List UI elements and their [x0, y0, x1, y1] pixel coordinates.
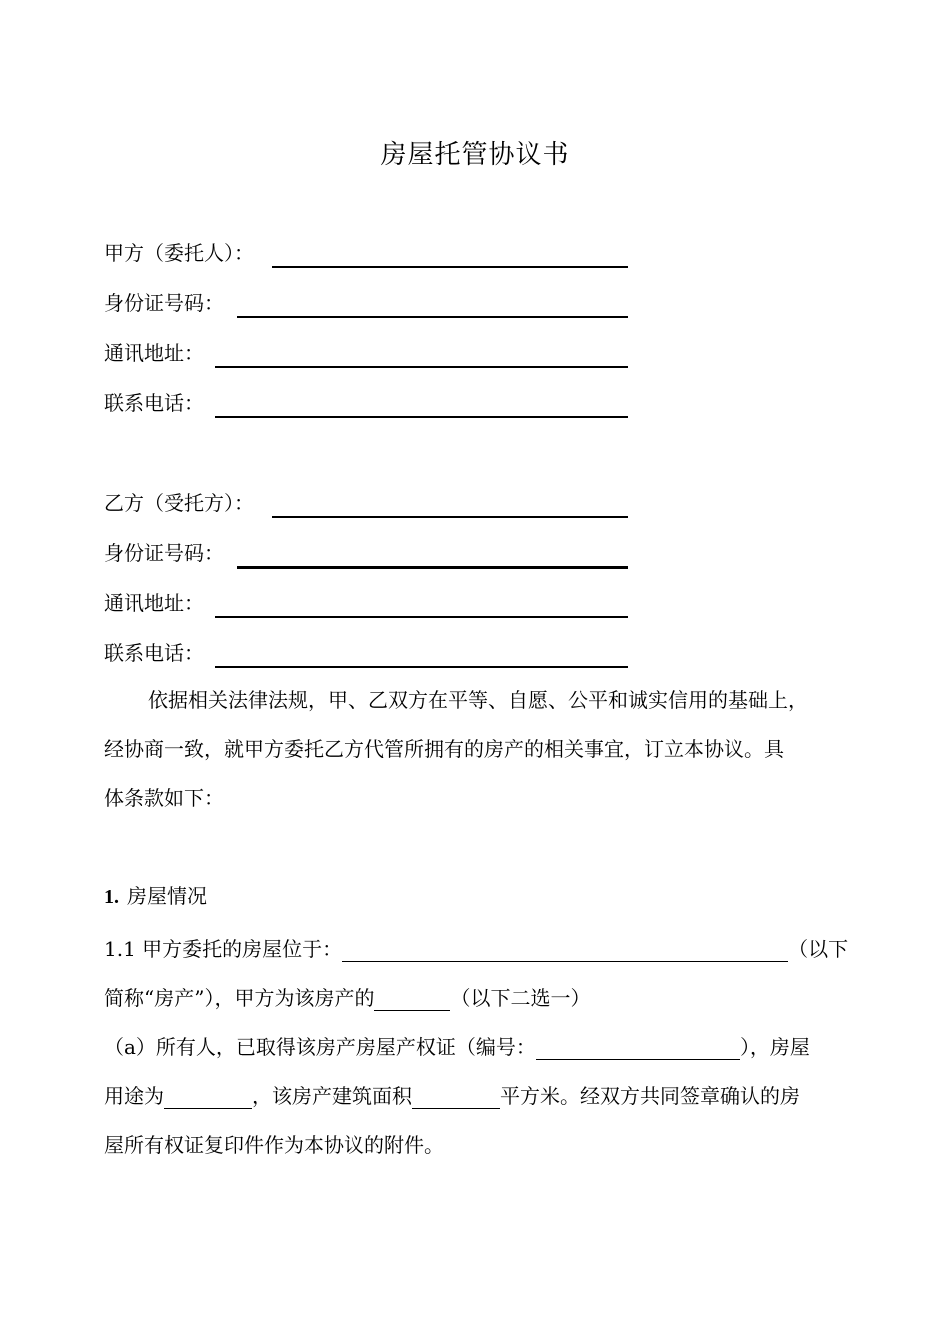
clause-a-line2-part1: 用途为: [104, 1084, 164, 1108]
intro-paragraph: [104, 676, 864, 823]
party-a-phone-label: 联系电话：: [104, 391, 204, 415]
party-b-address-field[interactable]: [104, 588, 634, 624]
clause-1-1: [104, 925, 864, 1170]
party-a-phone-field[interactable]: [104, 388, 634, 424]
clause-a-line2-part2: ，该房产建筑面积: [252, 1084, 412, 1108]
clause-a-suffix: ），房屋: [739, 1035, 810, 1059]
intro-line-1: 依据相关法律法规，甲、乙双方在平等、自愿、公平和诚实信用的基础上，: [148, 688, 808, 712]
party-a-id-field[interactable]: [104, 288, 634, 324]
clause-a-line-1: [104, 1023, 864, 1072]
party-a-address-field[interactable]: [104, 338, 634, 374]
party-a-name-blank[interactable]: [272, 266, 628, 268]
party-b-name-blank[interactable]: [272, 516, 628, 518]
owner-status-blank[interactable]: [374, 984, 450, 1011]
party-b-phone-blank[interactable]: [215, 666, 628, 668]
party-b-phone-label: 联系电话：: [104, 641, 204, 665]
floor-area-blank[interactable]: [412, 1082, 500, 1109]
party-a-address-blank[interactable]: [215, 366, 628, 368]
party-a-id-label: 身份证号码：: [104, 291, 224, 315]
property-use-blank[interactable]: [164, 1082, 252, 1109]
document-title: 房屋托管协议书: [380, 140, 570, 170]
party-a-name-field[interactable]: [104, 238, 634, 274]
party-b-phone-field[interactable]: [104, 638, 634, 674]
party-b-id-field[interactable]: [104, 538, 634, 574]
clause-1-1-prefix: 1.1 甲方委托的房屋位于：: [104, 937, 343, 961]
party-b-address-blank[interactable]: [215, 616, 628, 618]
party-a-name-label: 甲方（委托人）：: [104, 241, 254, 265]
party-b-name-field[interactable]: [104, 488, 634, 524]
clause-a-prefix: （a）所有人，已取得该房产房屋产权证（编号：: [104, 1035, 536, 1059]
party-b-name-label: 乙方（受托方）：: [104, 491, 254, 515]
party-a-address-label: 通讯地址：: [104, 341, 204, 365]
clause-1-1-line2-suffix: （以下二选一）: [450, 986, 591, 1010]
intro-line-2: 经协商一致，就甲方委托乙方代管所拥有的房产的相关事宜，订立本协议。具: [104, 737, 784, 761]
property-location-blank[interactable]: [342, 935, 788, 962]
party-a-phone-blank[interactable]: [215, 416, 628, 418]
clause-a-line-2: [104, 1072, 864, 1121]
title-certificate-number-blank[interactable]: [536, 1033, 740, 1060]
clause-1-1-line-2: [104, 974, 864, 1023]
party-a-id-blank[interactable]: [237, 316, 628, 318]
clause-a-line2-part3: 平方米。经双方共同签章确认的房: [500, 1084, 800, 1108]
section-1-heading: [104, 880, 207, 909]
party-b-id-label: 身份证号码：: [104, 541, 224, 565]
clause-1-1-line2-prefix: 简称“房产”），甲方为该房产的: [104, 986, 375, 1010]
party-b-id-blank[interactable]: [237, 566, 628, 569]
intro-line-3: 体条款如下：: [104, 786, 224, 810]
section-1-title: 房屋情况: [127, 884, 207, 908]
section-1-number: 1.: [104, 886, 119, 908]
clause-1-1-suffix: （以下: [788, 937, 849, 961]
clause-a-line-3: 屋所有权证复印件作为本协议的附件。: [104, 1133, 444, 1157]
party-b-address-label: 通讯地址：: [104, 591, 204, 615]
clause-1-1-line-1: [104, 925, 864, 974]
